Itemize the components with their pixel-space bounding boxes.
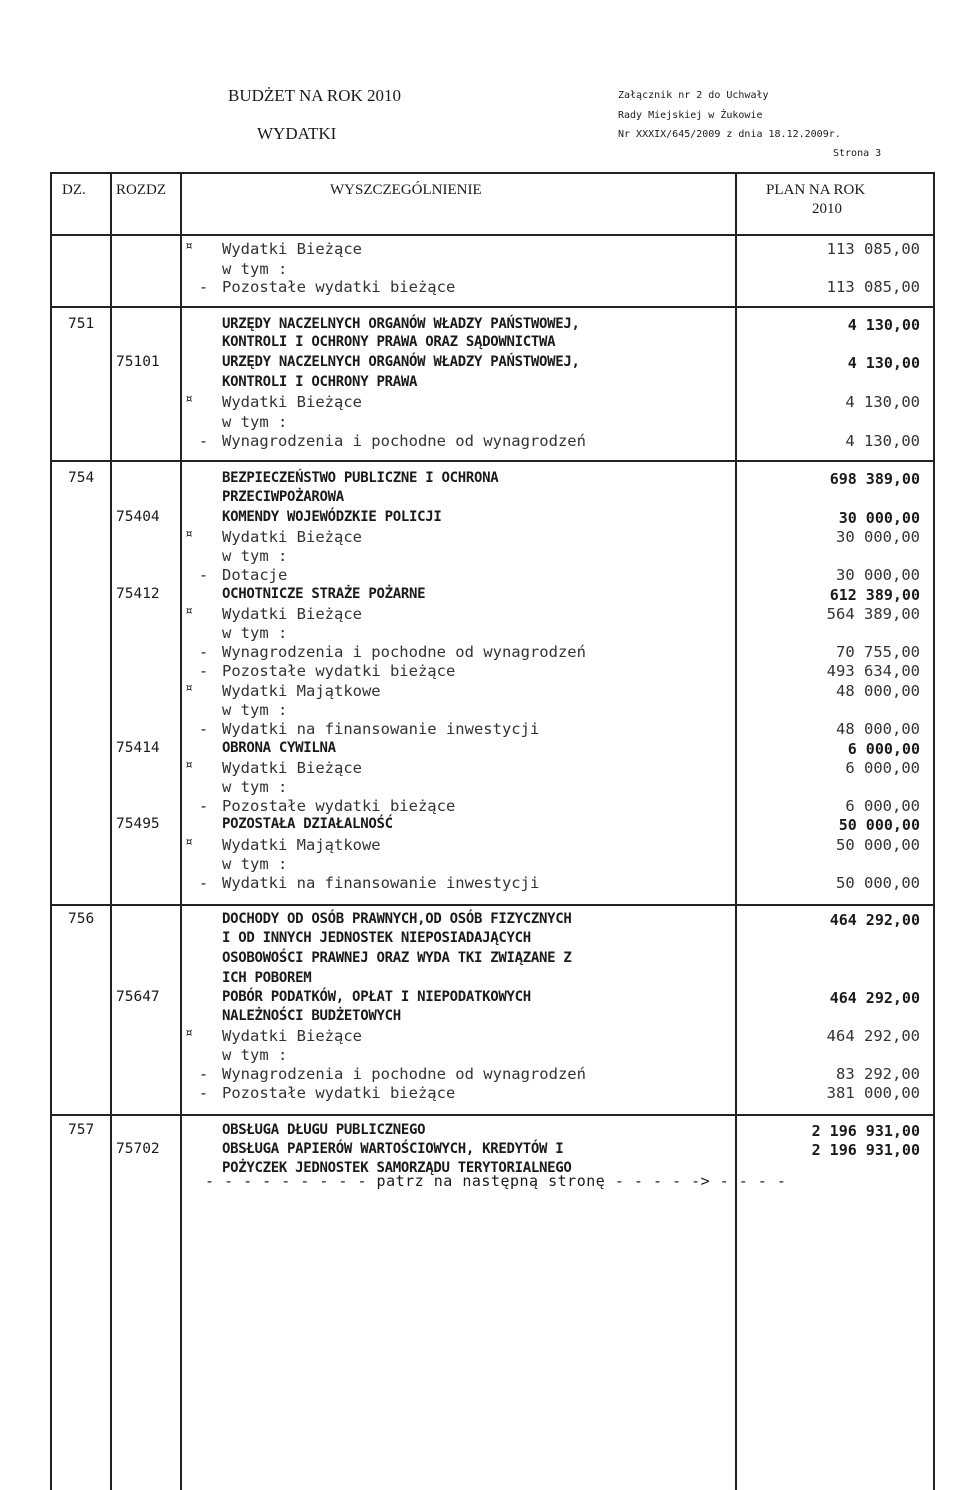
dash-marker: -: [199, 662, 209, 680]
dz-code: 757: [68, 1122, 95, 1138]
row-description: ICH POBOREM: [222, 970, 312, 986]
row-description: OCHOTNICZE STRAŻE POŻARNE: [222, 586, 426, 602]
row-description: Pozostałe wydatki bieżące: [222, 662, 456, 680]
bullet-icon: ¤: [185, 392, 193, 407]
row-description: w tym :: [222, 855, 288, 873]
row-value: 30 000,00: [836, 528, 920, 546]
row-value: 4 130,00: [847, 354, 920, 372]
row-description: w tym :: [222, 778, 288, 796]
row-description: w tym :: [222, 624, 288, 642]
rozdz-code: 75647: [116, 989, 160, 1005]
row-description: KONTROLI I OCHRONY PRAWA ORAZ SĄDOWNICTWA: [222, 334, 556, 350]
row-value: 464 292,00: [829, 911, 920, 929]
row-description: w tym :: [222, 1046, 288, 1064]
row-value: 2 196 931,00: [811, 1141, 920, 1159]
dash-marker: -: [199, 432, 209, 450]
row-description: w tym :: [222, 547, 288, 565]
row-value: 4 130,00: [847, 316, 920, 334]
row-value: 30 000,00: [838, 509, 920, 527]
row-description: Wydatki Bieżące: [222, 759, 362, 777]
row-description: I OD INNYCH JEDNOSTEK NIEPOSIADAJĄCYCH: [222, 930, 531, 946]
table-top-border: [50, 172, 935, 174]
dz-code: 754: [68, 470, 95, 486]
bullet-icon: ¤: [185, 681, 193, 696]
row-value: 6 000,00: [845, 797, 920, 815]
bullet-icon: ¤: [185, 239, 193, 254]
row-description: Wydatki Bieżące: [222, 240, 362, 258]
bullet-icon: ¤: [185, 604, 193, 619]
row-description: Pozostałe wydatki bieżące: [222, 278, 456, 296]
row-value: 4 130,00: [845, 432, 920, 450]
row-value: 464 292,00: [829, 989, 920, 1007]
row-description: w tym :: [222, 413, 288, 431]
bullet-icon: ¤: [185, 758, 193, 773]
row-value: 50 000,00: [838, 816, 920, 834]
row-description: NALEŻNOŚCI BUDŻETOWYCH: [222, 1008, 401, 1024]
row-value: 83 292,00: [836, 1065, 920, 1083]
row-value: 2 196 931,00: [811, 1122, 920, 1140]
row-value: 612 389,00: [829, 586, 920, 604]
dash-marker: -: [199, 1065, 209, 1083]
row-description: Wydatki Bieżące: [222, 1027, 362, 1045]
column-header-plan: PLAN NA ROK: [766, 182, 866, 198]
section-separator: [50, 904, 935, 906]
row-description: Wydatki Bieżące: [222, 393, 362, 411]
row-description: w tym :: [222, 701, 288, 719]
column-header-description: WYSZCZEGÓLNIENIE: [330, 182, 482, 198]
row-description: POŻYCZEK JEDNOSTEK SAMORZĄDU TERYTORIALNEGO: [222, 1160, 572, 1176]
row-value: 493 634,00: [826, 662, 920, 680]
rozdz-desc-divider: [180, 172, 182, 1490]
rozdz-code: 75404: [116, 509, 160, 525]
row-description: Wydatki Bieżące: [222, 605, 362, 623]
dash-marker: -: [199, 797, 209, 815]
section-separator: [50, 306, 935, 308]
row-description: URZĘDY NACZELNYCH ORGANÓW WŁADZY PAŃSTWOWEJ,: [222, 354, 580, 370]
row-value: 30 000,00: [836, 566, 920, 584]
column-header-dz: DZ.: [62, 182, 86, 198]
row-description: BEZPIECZEŃSTWO PUBLICZNE I OCHRONA: [222, 470, 499, 486]
column-header-rozdz: ROZDZ: [116, 182, 166, 198]
row-value: 113 085,00: [826, 278, 920, 296]
row-value: 381 000,00: [826, 1084, 920, 1102]
row-description: KONTROLI I OCHRONY PRAWA: [222, 374, 418, 390]
section-separator: [50, 460, 935, 462]
row-description: Pozostałe wydatki bieżące: [222, 1084, 456, 1102]
row-description: POZOSTAŁA DZIAŁALNOŚĆ: [222, 816, 393, 832]
row-description: OBSŁUGA PAPIERÓW WARTOŚCIOWYCH, KREDYTÓW I: [222, 1141, 564, 1157]
document-title: BUDŻET NA ROK 2010: [228, 86, 401, 105]
row-value: 6 000,00: [847, 740, 920, 758]
dz-code: 756: [68, 911, 95, 927]
attachment-line-3: Nr XXXIX/645/2009 z dnia 18.12.2009r.: [618, 129, 841, 140]
left-border: [50, 172, 52, 1490]
rozdz-code: 75414: [116, 740, 160, 756]
bullet-icon: ¤: [185, 835, 193, 850]
bullet-icon: ¤: [185, 1026, 193, 1041]
dz-rozdz-divider: [110, 172, 112, 1490]
bullet-icon: ¤: [185, 527, 193, 542]
dash-marker: -: [199, 278, 209, 296]
rozdz-code: 75702: [116, 1141, 160, 1157]
row-description: Wydatki na finansowanie inwestycji: [222, 720, 540, 738]
row-description: Wynagrodzenia i pochodne od wynagrodzeń: [222, 643, 586, 661]
dash-marker: -: [199, 566, 209, 584]
row-value: 70 755,00: [836, 643, 920, 661]
header-bottom-border: [50, 234, 935, 236]
rozdz-code: 75101: [116, 354, 160, 370]
row-value: 48 000,00: [836, 682, 920, 700]
row-value: 564 389,00: [826, 605, 920, 623]
row-value: 113 085,00: [826, 240, 920, 258]
rozdz-code: 75412: [116, 586, 160, 602]
row-value: 50 000,00: [836, 836, 920, 854]
continue-notice: - - - - - - - - - patrz na następną stronę - - - - -> - - - -: [205, 1172, 787, 1190]
row-value: 48 000,00: [836, 720, 920, 738]
row-description: URZĘDY NACZELNYCH ORGANÓW WŁADZY PAŃSTWOWEJ,: [222, 316, 580, 332]
row-description: w tym :: [222, 260, 288, 278]
row-description: Wydatki na finansowanie inwestycji: [222, 874, 540, 892]
section-separator: [50, 1114, 935, 1116]
row-description: OBSŁUGA DŁUGU PUBLICZNEGO: [222, 1122, 426, 1138]
dz-code: 751: [68, 316, 95, 332]
row-description: Wydatki Majątkowe: [222, 836, 381, 854]
row-value: 464 292,00: [826, 1027, 920, 1045]
attachment-line-1: Załącznik nr 2 do Uchwały: [618, 90, 769, 101]
row-value: 6 000,00: [845, 759, 920, 777]
row-description: OBRONA CYWILNA: [222, 740, 336, 756]
row-value: 4 130,00: [845, 393, 920, 411]
dash-marker: -: [199, 1084, 209, 1102]
right-border: [933, 172, 935, 1490]
row-description: Wydatki Bieżące: [222, 528, 362, 546]
row-description: Wynagrodzenia i pochodne od wynagrodzeń: [222, 1065, 586, 1083]
row-value: 698 389,00: [829, 470, 920, 488]
row-description: KOMENDY WOJEWÓDZKIE POLICJI: [222, 509, 442, 525]
row-description: Dotacje: [222, 566, 288, 584]
row-description: Pozostałe wydatki bieżące: [222, 797, 456, 815]
row-description: POBÓR PODATKÓW, OPŁAT I NIEPODATKOWYCH: [222, 989, 531, 1005]
row-description: Wydatki Majątkowe: [222, 682, 381, 700]
document-subtitle: WYDATKI: [257, 124, 337, 143]
row-description: PRZECIWPOŻAROWA: [222, 489, 344, 505]
page-number: Strona 3: [833, 148, 882, 159]
row-value: 50 000,00: [836, 874, 920, 892]
dash-marker: -: [199, 643, 209, 661]
column-header-plan-year: 2010: [812, 201, 842, 217]
attachment-line-2: Rady Miejskiej w Żukowie: [618, 110, 763, 121]
desc-plan-divider: [735, 172, 737, 1490]
row-description: DOCHODY OD OSÓB PRAWNYCH,OD OSÓB FIZYCZNYCH: [222, 911, 572, 927]
dash-marker: -: [199, 874, 209, 892]
row-description: Wynagrodzenia i pochodne od wynagrodzeń: [222, 432, 586, 450]
rozdz-code: 75495: [116, 816, 160, 832]
dash-marker: -: [199, 720, 209, 738]
row-description: OSOBOWOŚCI PRAWNEJ ORAZ WYDA TKI ZWIĄZANE Z: [222, 950, 572, 966]
